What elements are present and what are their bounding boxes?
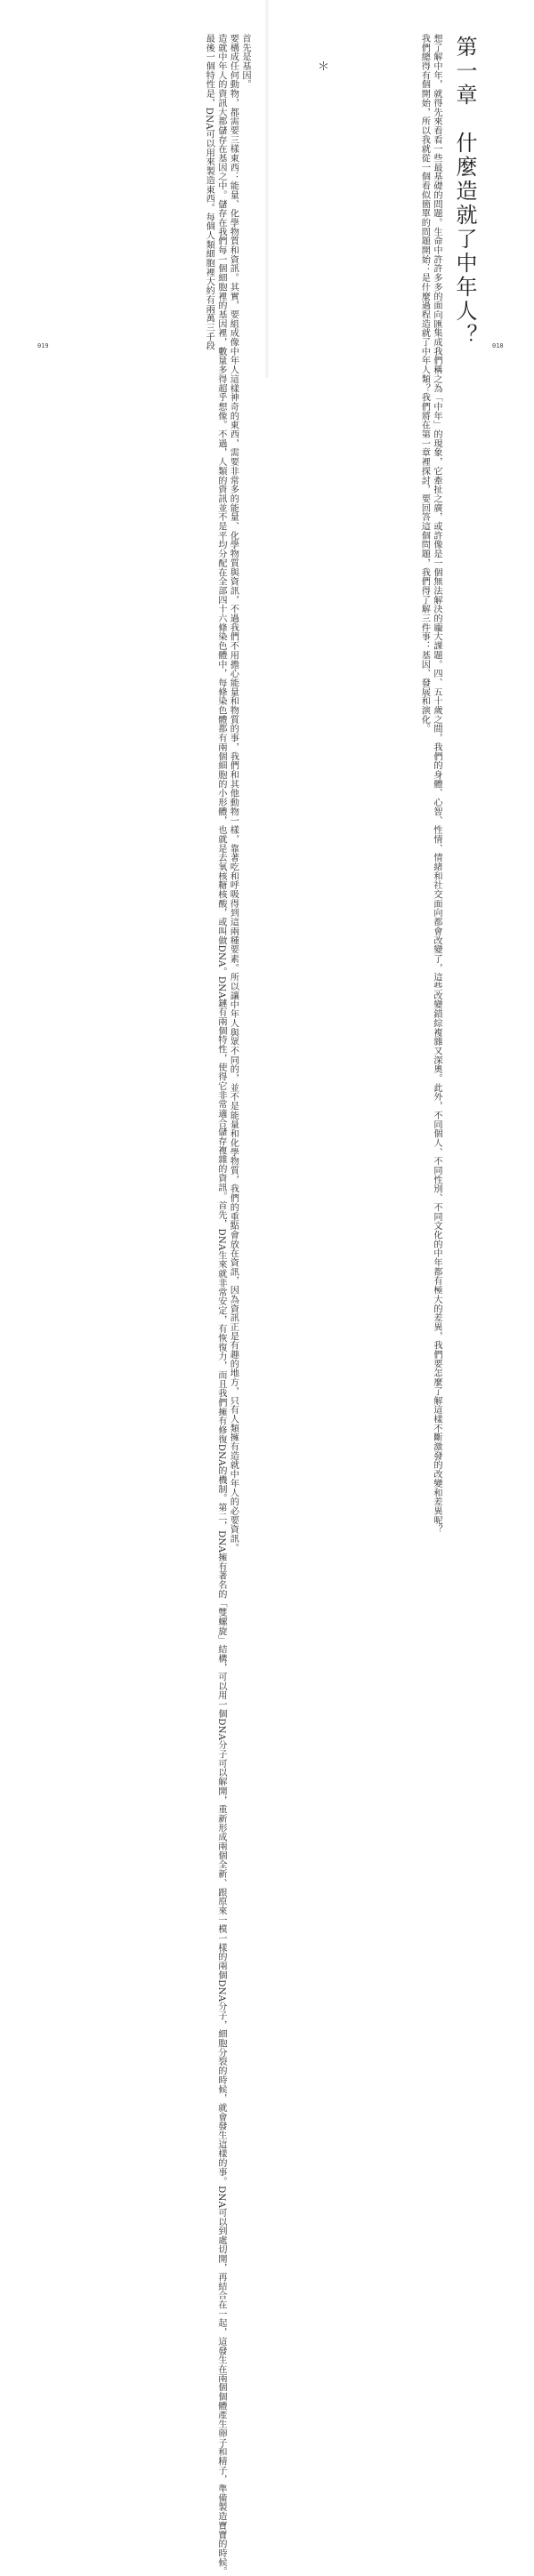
left-paragraph-3: 造就中年人的資訊大都儲存在基因之中。儲存在我們每一個細胞裡的基因裡，數量多得超乎想像。不過，人類的資訊並不是平均分配在全部四十六條染色體中，每條染色體都有兩個細胞的小形體，也就是去氧核糖核酸，或叫做DNA。DNA鏈有兩個特性，使得它非常適合儲存複雜的資訊。首先，DNA生來就非常安定，有恢復力，而且我們擁有修復DNA的機制。第二，DNA擁有著名的「雙螺旋」結構，可以用一個DNA分子可以解開，重新形成兩個全新、跟原來一模一樣的兩個DNA分子，細胞分裂的時候，就會發生這樣的事。DNA可以到處切開，再結合在一起，這發生在兩個個體產生卵子和精子，準備製造寶寶的時候。	[215, 34, 226, 2576]
left-page-body	[55, 34, 251, 2576]
book-gutter	[264, 0, 270, 378]
right-paragraph-1: 想了解中年，就得先來看看一些最基礎的問題。生命中許許多多的面向匯集成我們稱之為「中年」的現象，它牽扯之廣，或許像是一個無法解決的龐大課題。四、五十歲之間，我們的身體、心智、性情、情緒和社交面向都會改變了，這些改變錯綜複雜又深奧。此外，不同個人、不同性別、不同文化的中年都有極大的差異，我們要怎麼了解這樣不斷激發的改變和差異呢？	[432, 34, 441, 1535]
left-paragraph-2: 要構成任何動物，都需要三樣東西：能量、化學物質和資訊。其實，要組成像中年人這樣神奇的東西，需要非常多的能量、化學物質與資訊，不過我們不用擔心能量和物質的事，我們和其他動物一樣，靠著吃和呼吸得到這兩種要素。所以讓中年人與眾不同的，並不是能量和化學物質，我們的重點會放在資訊，因為資訊正是有趣的地方，只有人類擁有造就中年人的必要資訊。	[228, 34, 239, 1553]
chapter-title: 第一章 什麼造就了中年人？	[452, 36, 477, 348]
right-paragraph-2: 我們總得有個開始，所以我就從一個看似簡單的問題開始：是什麼過程造就了中年人類？我們將在第一章裡探討，要回答這個問題，我們得了解三件事：基因、發展和演化。	[419, 34, 430, 734]
section-break-asterisk: ＊	[318, 60, 330, 74]
page-number-right: 018	[492, 342, 504, 349]
left-paragraph-1: 首先是基因。	[240, 34, 250, 90]
page-number-left: 019	[37, 342, 49, 349]
left-paragraph-4: 最後一個特性是，DNA可以用來製造東西。每個人類細胞裡大約有兩萬三千段	[204, 34, 214, 351]
